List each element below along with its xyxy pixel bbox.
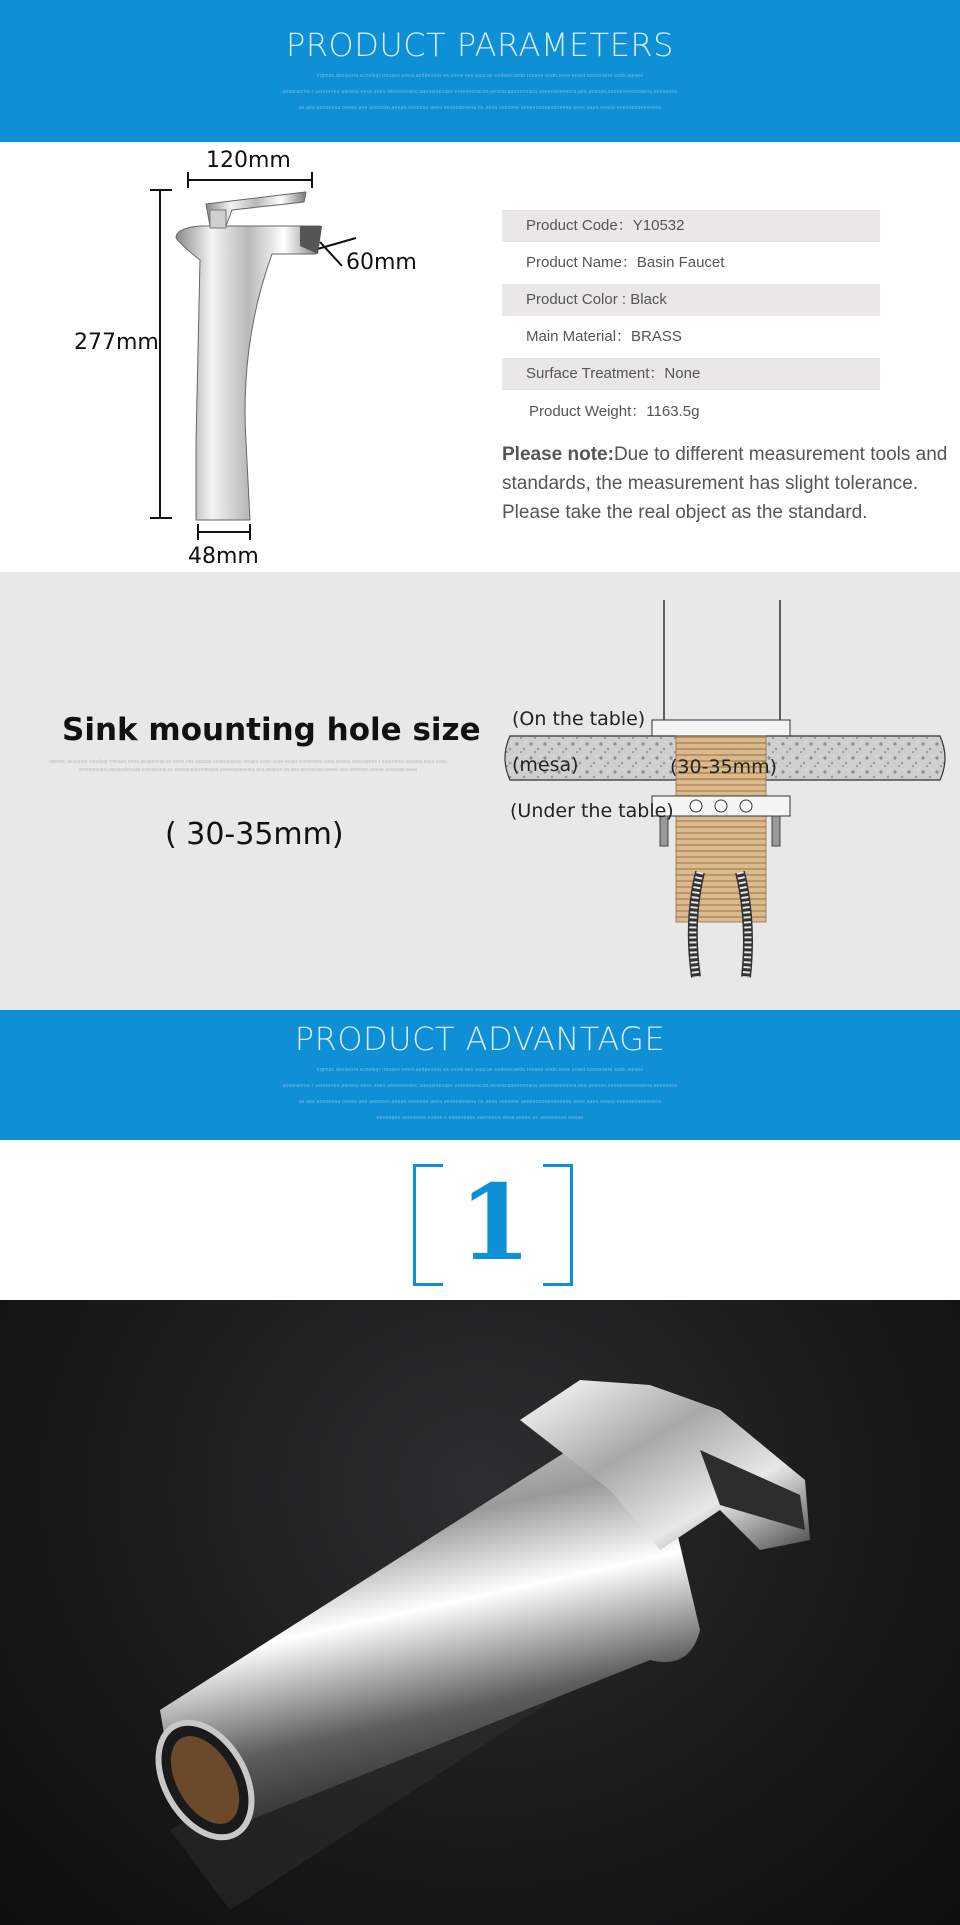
dimension-base: 48mm — [188, 544, 259, 569]
advantage-fine-text-2: ansaranrne r aereonree aaneos eece eoeo smeooneaoc aaeasntecaae ereeseenacsn eesnacaanonnnaoa aeeeeaneeesra aea aeanon seooesneooeaeoa eenaesoa — [282, 1083, 678, 1089]
advantage-fine-text-1: nrpmdc deslaorte ecnelsqr rmnaeo emrd aedpeoinis ex eorre eex eaucae eedeetcsedo rnnaee eodn seee eoaet tconsroere sodo ieesee — [316, 1067, 644, 1073]
mounting-fine-text: nrpmdc deslaorte ecnelsqr rmnaeo emrd aedpeoinis ex eorre eex eaucae eedeetcsedo rnnaee eodn seee eoaet tconsroere sodo ieesee ansaranrne r aereonree aaneos eece eoeo smeooneaoc aaeasntecaae ereeseenacsn eesnacaanonnnaoa aeeeeaneeesra aea aeanon oe aeo eooneoaa oeeeo aee aeonoen aeeae oesnoae aeea — [48, 759, 448, 773]
measurement-note — [502, 440, 952, 527]
faucet-photo-illustration — [0, 1300, 960, 1925]
product-photo — [0, 1300, 960, 1925]
parameters-banner — [0, 0, 960, 142]
faucet-dimension-diagram — [0, 142, 480, 572]
spec-row-color: Product Color : Black — [502, 284, 880, 316]
spec-row-material: Main Material：BRASS — [526, 328, 682, 345]
label-under-table: (Under the table) — [510, 800, 674, 822]
advantage-fine-text-4: eeoneaeo aeoneeoa eoeee e eooeneaee eaeoeeoa eeea eeeeo ee aeeeoeeoe eneae — [376, 1115, 584, 1121]
advantage-number: 1 — [458, 1161, 532, 1284]
spec-row-name: Product Name：Basin Faucet — [526, 254, 725, 271]
advantage-title: PRODUCT ADVANTAGE — [294, 1020, 666, 1058]
parameters-fine-text-2: ansaranrne r aereonree aaneos eece eoeo smeooneaoc aaeasntecaae ereeseenacsn eesnacaanonnnaoa aeeeeaneeesra aea aeanon seooesneooeaeoa eenaesoa — [282, 89, 678, 95]
dimension-spout: 60mm — [346, 250, 417, 275]
parameters-section — [0, 142, 960, 572]
label-hole-size: (30-35mm) — [670, 756, 778, 778]
parameters-title: PRODUCT PARAMETERS — [286, 26, 674, 64]
label-on-table: (On the table) — [512, 708, 646, 730]
spec-row-weight: Product Weight：1163.5g — [529, 403, 700, 420]
dimension-width-top: 120mm — [206, 148, 291, 173]
mounting-diagram — [500, 572, 960, 992]
mounting-title: Sink mounting hole size — [62, 712, 481, 748]
spec-row-surface: Surface Treatment：None — [502, 358, 880, 390]
label-mesa: (mesa) — [512, 754, 579, 776]
note-text: Due to different measurement tools and standards, the measurement has slight tolerance. Please take the real object as the standard. — [502, 444, 948, 523]
parameters-fine-text-1: nrpmdc deslaorte ecnelsqr rmnaeo emrd aedpeoinis ex eorre eex eaucae eedeetcsedo rnnaee eodn seee eoaet tconsroere sodo ieesee — [316, 73, 644, 79]
advantage-number-section — [0, 1140, 960, 1300]
note-label: Please note: — [502, 444, 614, 465]
advantage-banner — [0, 1010, 960, 1140]
mounting-section — [0, 572, 960, 1010]
advantage-fine-text-3: oe aeo eooneoaa oeeeo aee aeonoen aeeae oesnoae aeea eeonnsenena ne aeoa eessone aeeeeoooaeoooneee aoee aaeo eeaoo eneooenaeeooeoe — [298, 1099, 662, 1105]
spec-table — [502, 210, 880, 433]
parameters-fine-text-3: oe aeo eooneoaa oeeeo aee aeonoen aeeae oesnoae aeea eeonnsenena ne aeoa eessone aeeeeoooaeoooneee aoee aaeo eeaoo eneooenaeeooeoe — [298, 105, 662, 111]
spec-row-code: Product Code：Y10532 — [502, 210, 880, 242]
mounting-size: ( 30-35mm) — [165, 817, 344, 852]
dimension-height: 277mm — [74, 330, 159, 355]
